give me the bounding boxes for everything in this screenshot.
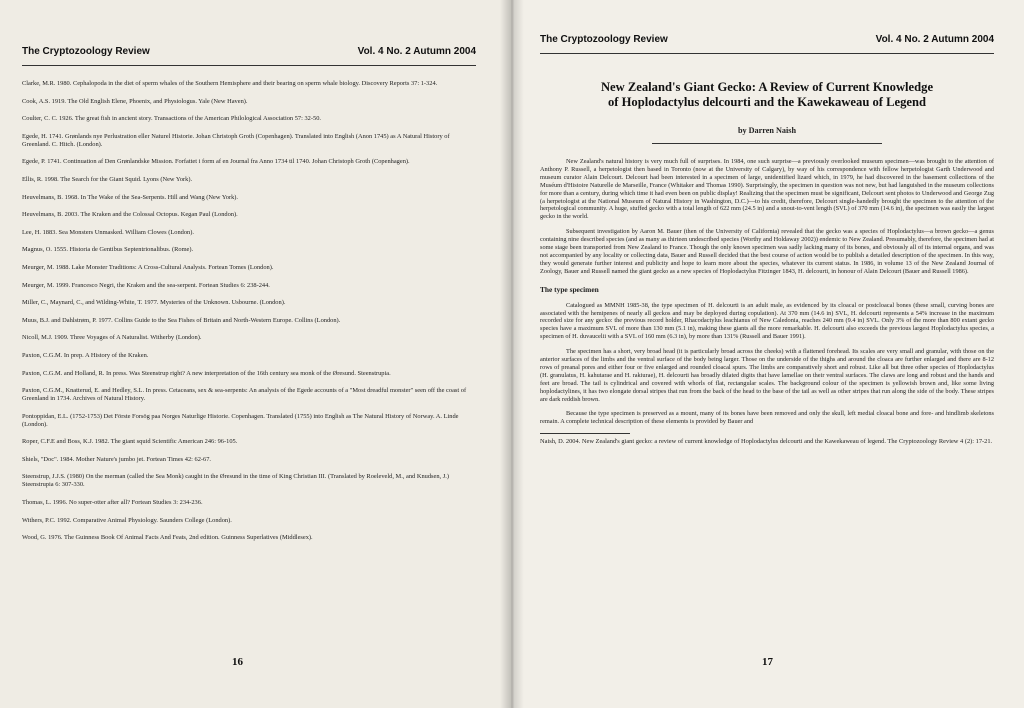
reference-list bbox=[22, 80, 476, 542]
article-body bbox=[540, 158, 994, 446]
book-gutter bbox=[500, 0, 524, 708]
footnote-rule bbox=[540, 433, 630, 434]
reference-entry: Cook, A.S. 1919. The Old English Elene, Phoenix, and Physiologus. Yale (New Haven). bbox=[22, 97, 248, 105]
author-byline: by Darren Naish bbox=[737, 126, 797, 135]
paragraph: The specimen has a short, very broad head (it is particularly broad across the cheeks) with a flattened forehead. Its scales are very small and granular, with those on the anterior surfaces of the limbs and the ventral surface of the body being larger. Those on the underside of the thighs and around the cloaca are further enlarged and there are 8-12 rows of preanal pores and either four or five enlarged and rounded cloacal spurs. The limbs are comparatively short and robust. Like all but three other species of Hoplodactylus (H. granulatus, H. kahutarae and H. rakiurae), H. delcourti has broadly dilated digits that have lamellae on their ventral surfaces. The claws are long and robust and the hands and feet are broad. The tail is cylindrical and covered with whorls of flat, rectangular scales. The background colour of the specimen is yellowish brown and, like some living hoplodactylines, it has two elongate dorsal stripes that run from the back of the head to the base of the tail as well as other stripes that run along the side of the body. These stripes are dark reddish brown. bbox=[540, 348, 994, 403]
running-header bbox=[540, 34, 994, 45]
reference-entry: Muus, B.J. and Dahlstrøm, P. 1977. Collins Guide to the Sea Fishes of Britain and North-Western Europe. Collins (London). bbox=[22, 316, 341, 324]
paragraph: New Zealand's natural history is very much full of surprises. In 1984, one such surprise—a previously overlooked museum specimen—was brought to the attention of Anthony P. Russell, a herpetologist then based in Toronto (now at the University of Calgary), by way of his correspondence with fellow herpetologist Garth Underwood and museum curator Alain Delcourt. Delcourt had been interested in a specimen of large, unidentified lizard which, in 1979, he had discovered in the basement collections of the Muséum d'Histoire Naturelle de Marseille, France (Whitaker and Thomas 1990). Surprisingly, the specimen in question was not new, but had languished in the museum collections for more than a century, during which time it had even been on public display! Realizing that the specimen must be significant, Delcourt sent photos to Underwood and George Zug (a herpetologist at the National Museum of Natural History in Washington, D.C.)—to his credit, therefore, Delcourt single-handedly brought the specimen to the attention of the herpetological community. A huge, stuffed gecko with a total length of 622 mm (24.5 in) and a snout-to-vent length (SVL) of 370 mm (14.6 in), the specimen was easily the largest gecko in the world. bbox=[540, 158, 994, 221]
reference-entry: Heuvelmans, B. 2003. The Kraken and the Colossal Octopus. Kegan Paul (London). bbox=[22, 211, 238, 219]
header-rule bbox=[540, 53, 994, 54]
reference-entry: Nicoll, M.J. 1909. Three Voyages of A Naturalist. Witherby (London). bbox=[22, 334, 202, 342]
article-title-line: of Hoplodactylus delcourti and the Kawekaweau of Legend bbox=[607, 95, 926, 109]
paragraph: Because the type specimen is preserved as a mount, many of its bones have been removed and only the skull, left medial cloacal bone and fore- and hindlimb skeletons remain. A complete technical description of these elements is provided by Bauer and bbox=[540, 410, 994, 426]
reference-entry: Steenstrup, J.J.S. (1980) On the merman (called the Sea Monk) caught in the Øresund in the time of King Christian III. (Translated by Roeleveld, M., and Knudsen, J.) Steenstrupia 6: 307-330. bbox=[22, 473, 449, 489]
reference-entry: Paxton, C.G.M. In prep. A History of the Kraken. bbox=[22, 351, 149, 359]
reference-entry: Roper, C.F.E and Boss, K.J. 1982. The giant squid Scientific American 246: 96-105. bbox=[22, 438, 238, 446]
reference-entry: Paxton, C.G.M., Knatterud, E. and Hedley, S.L. In press. Cetaceans, sex & sea-serpents: An analysis of the Egede accounts of a "Most dreadful monster" seen off the coast of Greenland in 1734. Archives of Natural History. bbox=[22, 387, 467, 403]
reference-entry: Shiels, "Doc". 1984. Mother Nature's jumbo jet. Fortean Times 42: 62-67. bbox=[22, 455, 212, 463]
section-heading: The type specimen bbox=[540, 284, 599, 294]
reference-entry: Egede, P. 1741. Continuation af Den Grønlandske Mission. Forfattet i form af en Journal fra Anno 1734 til 1740. Johan Christoph Groth (Copenhagen). bbox=[22, 158, 410, 166]
issue-info: Vol. 4 No. 2 Autumn 2004 bbox=[875, 34, 994, 45]
reference-entry: Meurger, M. 1999. Francesco Negri, the Kraken and the sea-serpent. Fortean Studies 6: 238-244. bbox=[22, 281, 270, 289]
reference-entry: Paxton, C.G.M. and Holland, R. In press. Was Steenstrup right? A new interpretation of the 16th century sea monk of the Øresund. Steenstrupia. bbox=[22, 369, 391, 377]
reference-entry: Magnus, O. 1555. Historia de Gentibus Septentrionalibus. (Rome). bbox=[22, 246, 194, 254]
reference-entry: Meurger, M. 1988. Lake Monster Traditions: A Cross-Cultural Analysis. Fortean Tomes (London). bbox=[22, 263, 274, 271]
paragraph: Catalogued as MMNH 1985-38, the type specimen of H. delcourti is an adult male, as evidenced by its cloacal or postcloacal bones (these small, curving bones are associated with the hemipenes of nearly all geckos and may be deployed during copulation). At 370 mm (14.6 in) SVL, H. delcourti represents a 54% increase in the maximum recorded size for any gecko: the previous record holder, Rhacodactylus leachianus of New Caledonia, reaches 240 mm (9.4 in) SVL. Only 3% of the more than 800 extant gecko species have a maximum SVL of more than 130 mm (5.1 in), making these giants all the more remarkable. H. delcourti also exceeds the previous largest Hoplodactylus species, a specimen of H. duvaucelii with a SVL of 160 mm (6.3 in), by more than 131% (Russell and Bauer 1991). bbox=[540, 301, 994, 341]
header-rule bbox=[22, 65, 476, 66]
reference-entry: Thomas, L. 1996. No super-otter after all? Fortean Studies 3: 234-236. bbox=[22, 499, 203, 507]
reference-entry: Ellis, R. 1998. The Search for the Giant Squid. Lyons (New York). bbox=[22, 175, 193, 183]
reference-entry: Wood, G. 1976. The Guinness Book Of Animal Facts And Feats, 2nd edition. Guinness Superlatives (Middlesex). bbox=[22, 534, 313, 542]
reference-entry: Lee, H. 1883. Sea Monsters Unmasked. William Clowes (London). bbox=[22, 228, 194, 236]
running-header bbox=[22, 46, 476, 57]
reference-entry: Withers, P.C. 1992. Comparative Animal Physiology. Saunders College (London). bbox=[22, 516, 232, 524]
page-number: 17 bbox=[762, 656, 773, 668]
title-rule bbox=[652, 143, 882, 144]
article-title bbox=[540, 80, 994, 110]
reference-entry: Heuvelmans, B. 1968. In The Wake of the Sea-Serpents. Hill and Wang (New York). bbox=[22, 193, 239, 201]
paragraph: Subsequent investigation by Aaron M. Bauer (then of the University of California) revealed that the gecko was a species of Hoplodactylus—a brown gecko—a genus containing nine described species (and as many as thirteen undescribed species (Worthy and Holdaway 2002)) endemic to New Zealand. Presumably, therefore, the specimen had at some stage been transported from New Zealand to France. Though the only known specimen was sadly lacking many of its bones, and obviously all of its internal organs, and was not accompanied by any locality or collecting data, Bauer and Russell decided that the best course of action would be to publish a detailed description of the specimen. In this way, they would generate further interest and publicity and hope to learn more about the species, whatever its current status. In 1986, in volume 13 of the New Zealand Journal of Zoology, Bauer and Russell named the giant gecko as a new species of Hoplodactylus Fitzinger 1843, H. delcourti, in honour of Alain Delcourt (Bauer and Russell 1986). bbox=[540, 228, 994, 275]
reference-entry: Clarke, M.R. 1980. Cephalopoda in the diet of sperm whales of the Southern Hemisphere and their bearing on sperm whale biology. Discovery Reports 37: 1-324. bbox=[22, 80, 438, 87]
reference-entry: Pontoppidan, E.L. (1752-1753) Det Förste Forsög paa Norges Naturlige Historie. Copenhagen. Translated (1755) into English as The Natural History of Norway. A. Linde (London). bbox=[22, 412, 459, 428]
journal-name: The Cryptozoology Review bbox=[22, 46, 150, 57]
right-page bbox=[512, 0, 1024, 708]
issue-info: Vol. 4 No. 2 Autumn 2004 bbox=[357, 46, 476, 57]
reference-entry: Miller, C., Maynard, C., and Wilding-White, T. 1977. Mysteries of the Unknown. Usbourne. (London). bbox=[22, 299, 286, 307]
journal-name: The Cryptozoology Review bbox=[540, 34, 668, 45]
article-title-line: New Zealand's Giant Gecko: A Review of Current Knowledge bbox=[600, 80, 934, 94]
reference-entry: Egede, H. 1741. Grønlands nye Perlustration eller Naturel Historie. Johan Christoph Groth (Copenhagen). Translated into English (Anon 1745) as A Natural History of Greenland. C. Hitch. (London). bbox=[22, 132, 450, 148]
reference-entry: Coulter, C. C. 1926. The great fish in ancient story. Transactions of the American Philological Association 57: 32-50. bbox=[22, 115, 321, 123]
citation-footnote: Naish, D. 2004. New Zealand's giant gecko: a review of current knowledge of Hoplodactylus delcourti and the Kawekaweau of legend. The Cryptozoology Review 4 (2): 17-21. bbox=[540, 438, 993, 446]
page-number: 16 bbox=[232, 656, 243, 668]
